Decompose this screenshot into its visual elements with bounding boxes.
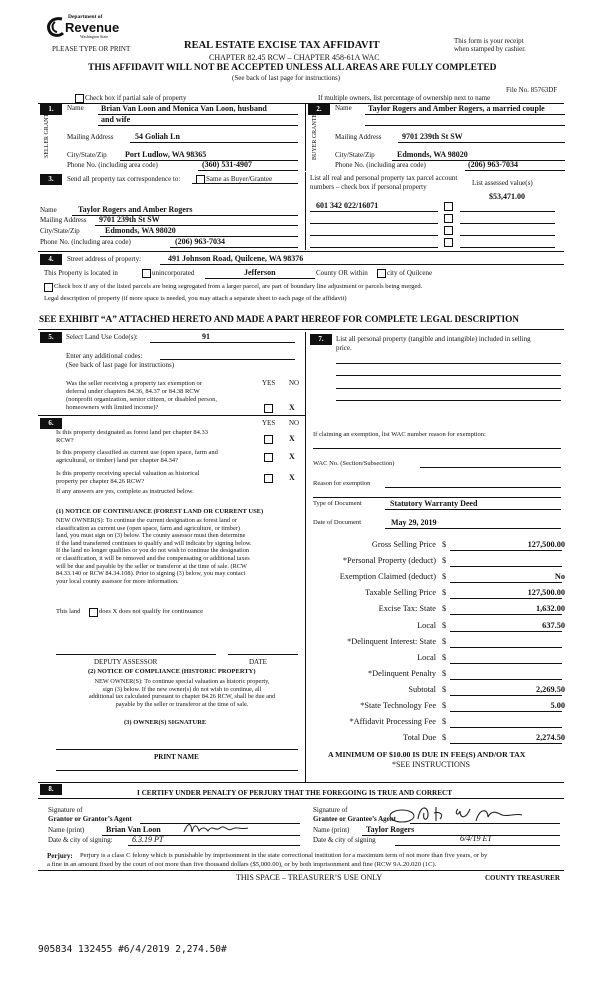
- s5-q1-line3: (nonprofit organization, senior citizen, or disabled person,: [66, 396, 217, 403]
- tax-row-currency: $: [442, 540, 447, 549]
- tax-row-line: [450, 695, 562, 696]
- tax-row-currency: $: [442, 701, 447, 710]
- seller-phone[interactable]: (360) 531-4907: [202, 160, 252, 169]
- seller-name-1[interactable]: Brian Van Loon and Monica Van Loon, husband: [101, 104, 267, 113]
- tax-row-currency: $: [442, 684, 447, 694]
- county-or-label: County OR within: [316, 269, 368, 277]
- grantee-date-label: Date & city of signing: [313, 836, 376, 844]
- partial-sale-label: Check box if partial sale of property: [85, 94, 187, 102]
- see-instructions-note: *SEE INSTRUCTIONS: [392, 760, 471, 769]
- assessed-value[interactable]: $53,471.00: [489, 192, 525, 201]
- buyer-phone[interactable]: (206) 963-7034: [468, 160, 518, 169]
- grantee-agent-label: Grantee or Grantee’s Agent: [313, 815, 397, 823]
- county-name[interactable]: Jefferson: [244, 268, 276, 277]
- parcel-3-personal-checkbox[interactable]: [444, 226, 453, 235]
- s5-q1-line1: Was the seller receiving a property tax exemption or: [66, 380, 202, 387]
- segregated-label: Check box if any of the listed parcels are being segregated from a larger parcel, are part of boundary line adjustment or parcels being merged.: [54, 283, 423, 290]
- s6-q1-no-mark[interactable]: X: [289, 434, 295, 443]
- tax-row-label: Total Due: [403, 733, 436, 743]
- county-treasurer-label: COUNTY TREASURER: [485, 874, 560, 882]
- within-city-checkbox[interactable]: [377, 269, 386, 278]
- notice1-line: If the land no longer qualifies or you do not wish to continue the designation: [56, 547, 250, 555]
- section-3-number: 3.: [40, 174, 62, 185]
- tax-row-line: [450, 647, 562, 648]
- deputy-assessor-label: DEPUTY ASSESSOR: [94, 658, 158, 666]
- land-use-code[interactable]: 91: [202, 332, 210, 341]
- tax-row-value[interactable]: 2,274.50: [535, 733, 565, 743]
- grantee-date-city[interactable]: 6/4/19 ET: [460, 834, 492, 843]
- notice-continuance-title: (1) NOTICE OF CONTINUANCE (FOREST LAND OR CURRENT USE): [56, 508, 264, 515]
- does-qualify-checkbox[interactable]: [89, 608, 98, 617]
- exhibit-reference: SEE EXHIBIT “A” ATTACHED HERETO AND MADE A PART HEREOF FOR COMPLETE LEGAL DESCRIPTION: [39, 315, 520, 325]
- s6-q3-line1: Is this property receiving special valuation as historical: [56, 470, 200, 477]
- tax-row-currency: $: [442, 588, 447, 598]
- form-title: REAL ESTATE EXCISE TAX AFFIDAVIT: [184, 40, 380, 51]
- s6-q1-line2: RCW?: [56, 437, 74, 444]
- land-use-see-back: (See back of last page for instructions): [66, 361, 175, 369]
- additional-codes-label: Enter any additional codes:: [66, 352, 143, 360]
- tax-row-currency: $: [442, 652, 447, 662]
- receipt-note-1: This form is your receipt: [454, 37, 524, 45]
- s6-q2-yes-checkbox[interactable]: [264, 453, 273, 462]
- s6-q1-line1: Is this property designated as forest land per chapter 84.33: [56, 429, 208, 436]
- grantee-name-print-label: Name (print): [313, 826, 350, 834]
- s6-q1-yes-checkbox[interactable]: [264, 435, 273, 444]
- correspondence-phone-label: Phone No. (including area code): [40, 238, 131, 246]
- notice2-line: additional tax calculated pursuant to chapter 84.26 RCW, shall be due and: [88, 693, 276, 701]
- see-back-note: (See back of last page for instructions): [232, 74, 341, 82]
- document-type-label: Type of Document: [313, 500, 362, 507]
- grantee-signature-of-label: Signature of: [313, 806, 348, 814]
- tax-row-label: Excise Tax: State: [378, 604, 436, 614]
- buyer-city[interactable]: Edmonds, WA 98020: [397, 150, 468, 159]
- seller-phone-label: Phone No. (including area code): [67, 161, 158, 169]
- legal-description-label: Legal description of property (if more space is needed, you may attach a separate sheet to each page of the affidavit): [44, 295, 347, 302]
- land-use-label: Select Land Use Code(s):: [66, 333, 138, 341]
- personal-property-label-2: price.: [336, 344, 352, 352]
- tax-row-label: Local: [417, 620, 436, 630]
- notice1-line: classification as current use (open space, farm and agriculture, or timber): [56, 524, 240, 532]
- tax-row-currency: $: [442, 572, 447, 582]
- tax-row-label: Local: [417, 652, 436, 662]
- logo-main: Revenue: [65, 20, 120, 35]
- section-5-no: NO: [289, 379, 300, 387]
- section-5-number: 5.: [40, 332, 62, 343]
- parcel-1-personal-checkbox[interactable]: [444, 202, 453, 211]
- s6-q2-no-mark[interactable]: X: [289, 452, 295, 461]
- perjury-text-1: Perjury is a class C felony which is punishable by imprisonment in the state correctional institution for a maximum term of not more than five years, or by: [80, 852, 488, 859]
- tax-row-line: [450, 598, 562, 599]
- parcel-label-2: numbers – check box if personal property: [310, 183, 427, 191]
- s6-q2-line2: agricultural, or timber) land per chapter 84.34?: [56, 457, 179, 464]
- form-chapter: CHAPTER 82.45 RCW – CHAPTER 458-61A WAC: [209, 53, 380, 62]
- tax-row-line: [450, 582, 562, 583]
- logo-sub: Washington State: [80, 34, 109, 39]
- notice1-line: land, you must sign on (3) below. The county assessor must then determine: [56, 532, 246, 540]
- section-1-number: 1.: [40, 104, 62, 115]
- s6-q2-line1: Is this property classified as current use (open space, farm and: [56, 449, 218, 456]
- grantor-printed-name[interactable]: Brian Van Loon: [106, 825, 161, 834]
- tax-row-line: [450, 631, 562, 632]
- section-2-number: 2.: [308, 104, 330, 115]
- tax-row-currency: $: [442, 668, 447, 678]
- seller-name-label: Name: [67, 104, 84, 112]
- tax-row-currency: $: [442, 636, 447, 646]
- tax-row-line: [450, 743, 562, 744]
- s5-q1-line2: deferral under chapters 84.36, 84.37 or 84.38 RCW: [66, 388, 200, 395]
- tax-row-label: Gross Selling Price: [371, 540, 436, 549]
- s6-q3-yes-checkbox[interactable]: [264, 474, 273, 483]
- tax-row-line: [450, 663, 562, 664]
- grantor-signature-of-label: Signature of: [48, 806, 83, 814]
- s5-q1-yes-checkbox[interactable]: [264, 404, 273, 413]
- grantor-date-city[interactable]: 6.3.19 PT: [132, 835, 164, 844]
- minimum-due-note: A MINIMUM OF $10.00 IS DUE IN FEE(S) AND/OR TAX: [328, 750, 526, 759]
- section-6-no: NO: [289, 419, 300, 427]
- file-number: File No. 85763DF: [506, 86, 558, 94]
- document-date-label: Date of Document: [313, 519, 362, 526]
- unincorporated-label: unincorporated: [152, 269, 195, 277]
- tax-row-label: Exemption Claimed (deduct): [339, 572, 436, 582]
- exemption-label: If claiming an exemption, list WAC number reason for exemption:: [313, 431, 486, 438]
- perjury-label: Perjury:: [47, 852, 73, 860]
- assessor-date-label: DATE: [249, 658, 267, 666]
- tax-row-line: [450, 566, 562, 567]
- seller-city[interactable]: Port Ludlow, WA 98365: [125, 150, 207, 159]
- tax-row-value[interactable]: 5.00: [550, 701, 565, 710]
- notice-compliance-text: [62, 678, 302, 708]
- notice1-line: if the land transferred continues to qualify and will indicate by signing below.: [56, 539, 252, 547]
- segregated-checkbox[interactable]: [44, 283, 53, 292]
- s6-q3-line2: property per chapter 84.26 RCW?: [56, 478, 145, 485]
- exemption-reason-label: Reason for exemption: [313, 480, 371, 487]
- personal-property-label-1: List all personal property (tangible and intangible) included in selling: [336, 335, 531, 343]
- tax-row-value[interactable]: 127,500.00: [527, 540, 565, 549]
- logo-top: Department of: [68, 14, 103, 20]
- tax-row-value[interactable]: 1,632.00: [535, 604, 565, 614]
- correspondence-city[interactable]: Edmonds, WA 98020: [105, 226, 176, 235]
- correspondence-address[interactable]: 9701 239th St SW: [99, 215, 160, 224]
- tax-row-label: *Delinquent Penalty: [368, 668, 436, 678]
- s6-q3-no-mark[interactable]: X: [289, 473, 295, 482]
- seller-city-label: City/State/Zip: [67, 151, 107, 159]
- document-type[interactable]: Statutory Warranty Deed: [390, 499, 478, 508]
- tax-row-line: [450, 711, 562, 712]
- notice1-line: 84.33.140 or RCW 84.34.108). Prior to signing (3) below, you may contact: [56, 570, 246, 578]
- grantor-signature-icon: [182, 820, 252, 836]
- buyer-side-label: BUYER GRANTEE: [312, 110, 318, 160]
- certify-statement: I CERTIFY UNDER PENALTY OF PERJURY THAT THE FOREGOING IS TRUE AND CORRECT: [137, 789, 452, 797]
- s5-q1-no-mark[interactable]: X: [289, 403, 295, 412]
- cashier-stamp: 905834 132455 #6/4/2019 2,274.50#: [38, 944, 227, 955]
- parcel-2-personal-checkbox[interactable]: [444, 214, 453, 223]
- this-land-label: This land: [56, 608, 81, 615]
- owner-signature-label: (3) OWNER(S) SIGNATURE: [124, 719, 207, 726]
- tax-row-line: [450, 614, 562, 615]
- located-in-label: This Property is located in: [44, 269, 118, 277]
- tax-row-currency: $: [442, 620, 447, 630]
- tax-row-label: Subtotal: [408, 684, 436, 694]
- correspondence-address-label: Mailing Address: [40, 216, 87, 224]
- notice1-line: your local county assessor for more information.: [56, 577, 179, 585]
- s6-if-yes: If any answers are yes, complete as instructed below.: [56, 488, 194, 495]
- tax-row-line: [450, 727, 562, 728]
- unincorporated-checkbox[interactable]: [142, 269, 151, 278]
- parcel-number[interactable]: 601 342 022/16071: [316, 201, 379, 210]
- section-4-number: 4.: [40, 254, 62, 265]
- parcel-4-personal-checkbox[interactable]: [444, 238, 453, 247]
- tax-row-line: [450, 679, 562, 680]
- tax-row-line: [450, 550, 562, 551]
- tax-row-value[interactable]: 2,269.50: [535, 684, 565, 694]
- perjury-text-2: a fine in an amount fixed by the court of not more than five thousand dollars ($5,000.00), or by both imprisonment and fine (RCW 9A.20.020 (1C).: [47, 861, 437, 868]
- qualify-continuance-label: does X does not qualify for continuance: [99, 608, 203, 615]
- notice2-line: payable by the seller or transferor at the time of sale.: [115, 700, 249, 708]
- tax-row-currency: $: [442, 604, 447, 614]
- section-6-number: 6.: [40, 418, 62, 429]
- tax-row-value[interactable]: 127,500.00: [527, 588, 565, 598]
- tax-row-value[interactable]: No: [554, 572, 565, 582]
- section-5-yes: YES: [262, 379, 276, 387]
- notice1-line: will be due and payable by the seller or transferor at the time of sale. (RCW: [56, 562, 247, 570]
- city-of-label: city of Quilcene: [387, 269, 433, 277]
- logo-swoosh-icon: [46, 16, 66, 38]
- buyer-address[interactable]: 9701 239th St SW: [402, 132, 463, 141]
- parcel-label-1: List all real and personal property tax parcel account: [310, 174, 458, 182]
- seller-address-label: Mailing Address: [67, 133, 114, 141]
- buyer-phone-label: Phone No. (including area code): [335, 161, 426, 169]
- tax-row-label: *State Technology Fee: [360, 701, 436, 710]
- correspondence-name[interactable]: Taylor Rogers and Amber Rogers: [78, 205, 193, 214]
- correspondence-name-label: Name: [40, 206, 57, 214]
- assessed-value-label: List assessed value(s): [472, 179, 533, 187]
- notice1-line: NEW OWNER(S): To continue the current designation as forest land or: [56, 517, 237, 524]
- section-8-number: 8.: [40, 784, 62, 795]
- tax-row-currency: $: [442, 733, 447, 743]
- buyer-address-label: Mailing Address: [335, 133, 382, 141]
- tax-row-label: *Personal Property (deduct): [342, 556, 436, 566]
- notice-compliance-title: (2) NOTICE OF COMPLIANCE (HISTORIC PROPERTY): [88, 668, 256, 675]
- wac-label: WAC No. (Section/Subsection): [313, 460, 395, 467]
- same-as-buyer-label: Same as Buyer/Grantee: [206, 175, 273, 183]
- notice1-line: or classification, it will be removed and the compensating or additional taxes: [56, 554, 250, 562]
- grantee-printed-name[interactable]: Taylor Rogers: [366, 825, 415, 834]
- document-date[interactable]: May 29, 2019: [391, 518, 437, 527]
- seller-address[interactable]: 54 Goliah Ln: [135, 132, 180, 141]
- buyer-name-label: Name: [335, 104, 352, 112]
- notice2-line: NEW OWNER(S): To continue special valuation as historic property,: [94, 678, 270, 685]
- notice-continuance-text: [56, 517, 306, 585]
- correspondence-phone[interactable]: (206) 963-7034: [175, 237, 225, 246]
- buyer-city-label: City/State/Zip: [335, 151, 375, 159]
- tax-row-label: Taxable Selling Price: [365, 588, 436, 598]
- property-street-address[interactable]: 491 Johnson Road, Quilcene, WA 98376: [168, 254, 304, 263]
- seller-side-label: SELLER GRANTOR: [44, 105, 50, 158]
- dor-logo: [46, 12, 120, 42]
- grantor-agent-label: Grantor or Grantor’s Agent: [48, 815, 132, 823]
- treasurer-use-only: THIS SPACE – TREASURER’S USE ONLY: [236, 873, 383, 882]
- seller-name-2[interactable]: and wife: [101, 115, 131, 124]
- tax-row-label: *Affidavit Processing Fee: [349, 717, 436, 727]
- tax-row-currency: $: [442, 717, 447, 727]
- multiple-owners-label: If multiple owners, list percentage of ownership next to name: [318, 94, 491, 102]
- receipt-note-2: when stamped by cashier.: [454, 45, 526, 53]
- grantor-name-print-label: Name (print): [48, 826, 85, 834]
- send-correspondence-label: Send all property tax correspondence to:: [67, 175, 181, 183]
- partial-sale-checkbox[interactable]: [75, 94, 84, 103]
- grantor-date-label: Date & city of signing:: [48, 836, 113, 844]
- street-address-label: Street address of property:: [67, 255, 142, 263]
- buyer-name[interactable]: Taylor Rogers and Amber Rogers, a married couple: [368, 104, 545, 113]
- grantee-signature-icon: [388, 803, 528, 825]
- section-7-number: 7.: [310, 334, 332, 345]
- notice2-line: sign (3) below. If the new owner(s) do not wish to continue, all: [102, 685, 262, 693]
- s5-q1-line4: homeowners with limited income)?: [66, 404, 159, 411]
- please-type: PLEASE TYPE OR PRINT: [52, 45, 131, 53]
- tax-row-currency: $: [442, 556, 447, 566]
- section-6-yes: YES: [262, 419, 276, 427]
- tax-row-label: *Delinquent Interest: State: [347, 636, 436, 646]
- correspondence-city-label: City/State/Zip: [40, 227, 80, 235]
- print-name-label: PRINT NAME: [154, 753, 199, 761]
- form-warning: THIS AFFIDAVIT WILL NOT BE ACCEPTED UNLESS ALL AREAS ARE FULLY COMPLETED: [88, 63, 497, 73]
- tax-row-value[interactable]: 637.50: [542, 620, 565, 630]
